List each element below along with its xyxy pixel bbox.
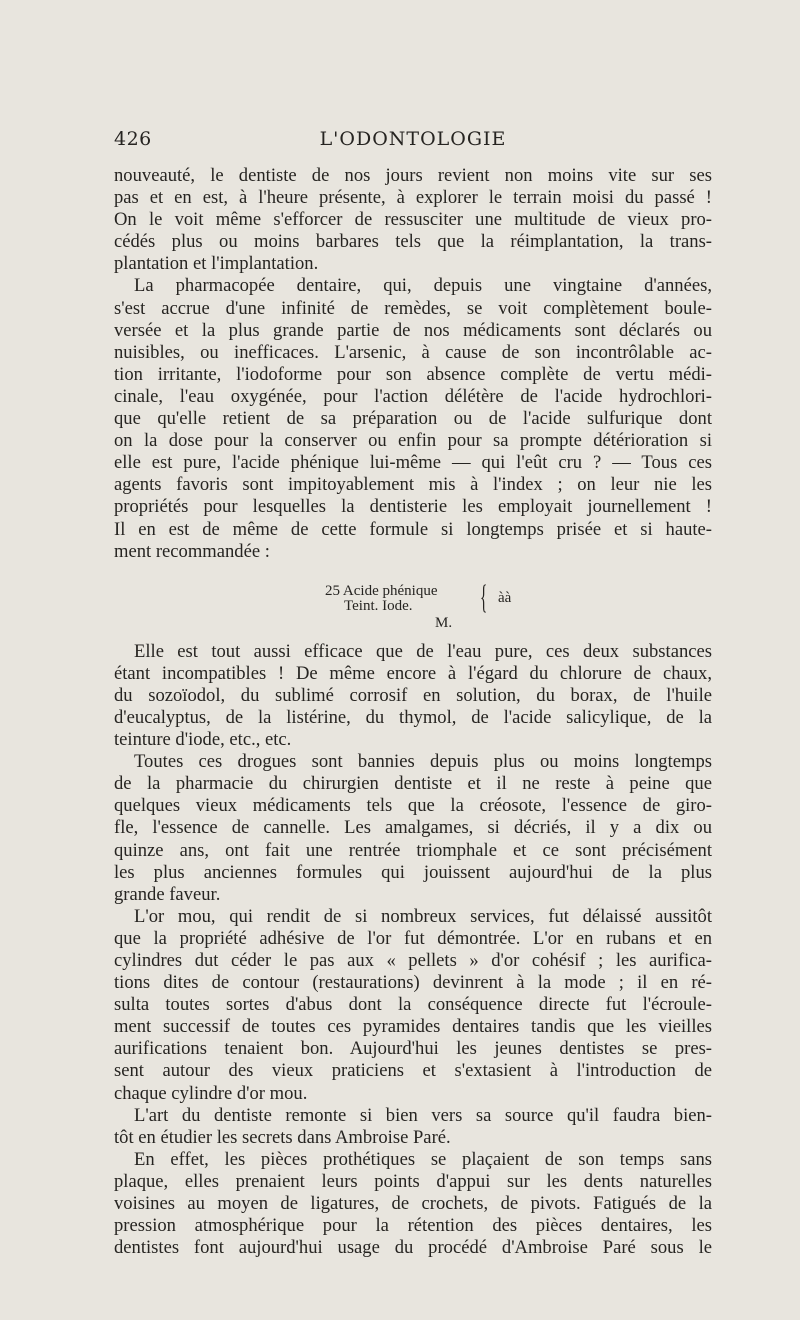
text-line: En effet, les pièces prothétiques se plaçaient de son temps sans xyxy=(134,1148,712,1170)
formula-block xyxy=(114,563,712,631)
formula-spacer xyxy=(114,611,712,641)
text-line: que la propriété adhésive de l'or fut démontrée. L'or en rubans et en xyxy=(114,927,712,949)
text-line: teinture d'iode, etc., etc. xyxy=(114,729,292,751)
text-line: quinze ans, ont fait une rentrée triomphale et ce sont précisément xyxy=(114,839,712,861)
text-line: du sozoïodol, du sublimé corrosif en solution, du borax, de l'huile xyxy=(114,684,712,706)
paragraph xyxy=(114,1105,712,1149)
text-line: L'or mou, qui rendit de si nombreux services, fut délaissé aussitôt xyxy=(134,905,712,927)
text-line: L'art du dentiste remonte si bien vers sa source qu'il faudra bien- xyxy=(134,1104,712,1126)
formula-ingredient-2: Teint. Iode. xyxy=(344,597,413,614)
paragraph xyxy=(114,751,712,906)
text-line: propriétés pour lesquelles la dentisterie les employait journellement ! xyxy=(114,496,712,518)
text-line: dentistes font aujourd'hui usage du procédé d'Ambroise Paré sous le xyxy=(114,1237,712,1259)
text-line: La pharmacopée dentaire, qui, depuis une vingtaine d'années, xyxy=(134,275,712,297)
text-line: cédés plus ou moins barbares tels que la réimplantation, la trans- xyxy=(114,231,712,253)
text-line: versée et la plus grande partie de nos médicaments sont déclarés ou xyxy=(114,319,712,341)
body-text xyxy=(114,165,712,1259)
text-line: pression atmosphérique pour la rétention des pièces dentaires, les xyxy=(114,1215,712,1237)
text-line: de la pharmacie du chirurgien dentiste et il ne reste à peine que xyxy=(114,773,712,795)
text-line: cylindres dut céder le pas aux « pellets » d'or cohésif ; les aurifica- xyxy=(114,950,712,971)
text-line: nuisibles, ou inefficaces. L'arsenic, à cause de son incontrôlable ac- xyxy=(114,341,712,363)
text-line: quelques vieux médicaments tels que la créosote, l'essence de giro- xyxy=(114,795,712,817)
text-line: nouveauté, le dentiste de nos jours revient non moins vite sur ses xyxy=(114,165,712,186)
paragraph xyxy=(114,1149,712,1259)
text-line: ment recommandée : xyxy=(114,540,270,562)
paragraph xyxy=(114,906,712,1105)
text-line: cinale, l'eau oxygénée, pour l'action délétère de l'acide hydrochlori- xyxy=(114,385,712,407)
paragraph xyxy=(114,165,712,275)
formula-signature: M. xyxy=(435,614,453,631)
formula-brace: { xyxy=(480,578,488,616)
running-title: L'ODONTOLOGIE xyxy=(319,128,507,150)
text-line: Il en est de même de cette formule si longtemps prisée et si haute- xyxy=(114,518,712,540)
text-line: grande faveur. xyxy=(114,883,221,905)
text-line: voisines au moyen de ligatures, de crochets, de pivots. Fatigués de la xyxy=(114,1193,712,1215)
text-line: fle, l'essence de cannelle. Les amalgames, si décriés, il y a dix ou xyxy=(114,817,712,839)
text-line: d'eucalyptus, de la listérine, du thymol, de l'acide salicylique, de la xyxy=(114,706,712,728)
paragraph xyxy=(114,275,712,562)
text-line: On le voit même s'efforcer de ressusciter une multitude de vieux pro- xyxy=(114,209,712,231)
text-line: s'est accrue d'une infinité de remèdes, se voit complètement boule- xyxy=(114,297,712,319)
text-line: que qu'elle retient de sa préparation ou de l'acide sulfurique dont xyxy=(114,408,712,430)
text-line: Elle est tout aussi efficace que de l'eau pure, ces deux substances xyxy=(134,640,712,662)
text-line: Toutes ces drogues sont bannies depuis plus ou moins longtemps xyxy=(134,751,712,773)
text-line: chaque cylindre d'or mou. xyxy=(114,1082,308,1104)
text-line: aurifications tenaient bon. Aujourd'hui les jeunes dentistes se pres- xyxy=(114,1038,712,1060)
text-line: étant incompatibles ! De même encore à l'égard du chlorure de chaux, xyxy=(114,662,712,684)
text-line: on la dose pour la conserver ou enfin pour sa prompte détérioration si xyxy=(114,430,712,452)
text-line: les plus anciennes formules qui jouissent aujourd'hui de la plus xyxy=(114,861,712,883)
page-number: 426 xyxy=(114,128,152,150)
text-line: elle est pure, l'acide phénique lui-même — qui l'eût cru ? — Tous ces xyxy=(114,452,712,474)
text-line: agents favoris sont impitoyablement mis à l'index ; on leur nie les xyxy=(114,474,712,496)
paragraph xyxy=(114,641,712,751)
text-line: plaque, elles prenaient leurs points d'appui sur les dents naturelles xyxy=(114,1170,712,1192)
text-after-formula xyxy=(114,641,712,1260)
text-line: ment successif de toutes ces pyramides dentaires tandis que les vieilles xyxy=(114,1016,712,1038)
formula-quantity: àà xyxy=(498,589,512,606)
page-header xyxy=(114,128,712,154)
text-before-formula xyxy=(114,165,712,563)
text-line: sent autour des vieux praticiens et s'extasient à l'introduction de xyxy=(114,1060,712,1082)
text-line: tion irritante, l'iodoforme pour son absence complète de vertu médi- xyxy=(114,363,712,385)
formula-ingredient-1: 25 Acide phénique xyxy=(325,582,438,599)
text-line: sulta toutes sortes d'abus dont la conséquence directe fut l'écroule- xyxy=(114,994,712,1016)
text-line: tôt en étudier les secrets dans Ambroise Paré. xyxy=(114,1126,451,1148)
text-line: plantation et l'implantation. xyxy=(114,253,319,275)
text-line: tions dites de contour (restaurations) devinrent à la mode ; il en ré- xyxy=(114,972,712,994)
text-line: pas et en est, à l'heure présente, à explorer le terrain moisi du passé ! xyxy=(114,187,712,209)
